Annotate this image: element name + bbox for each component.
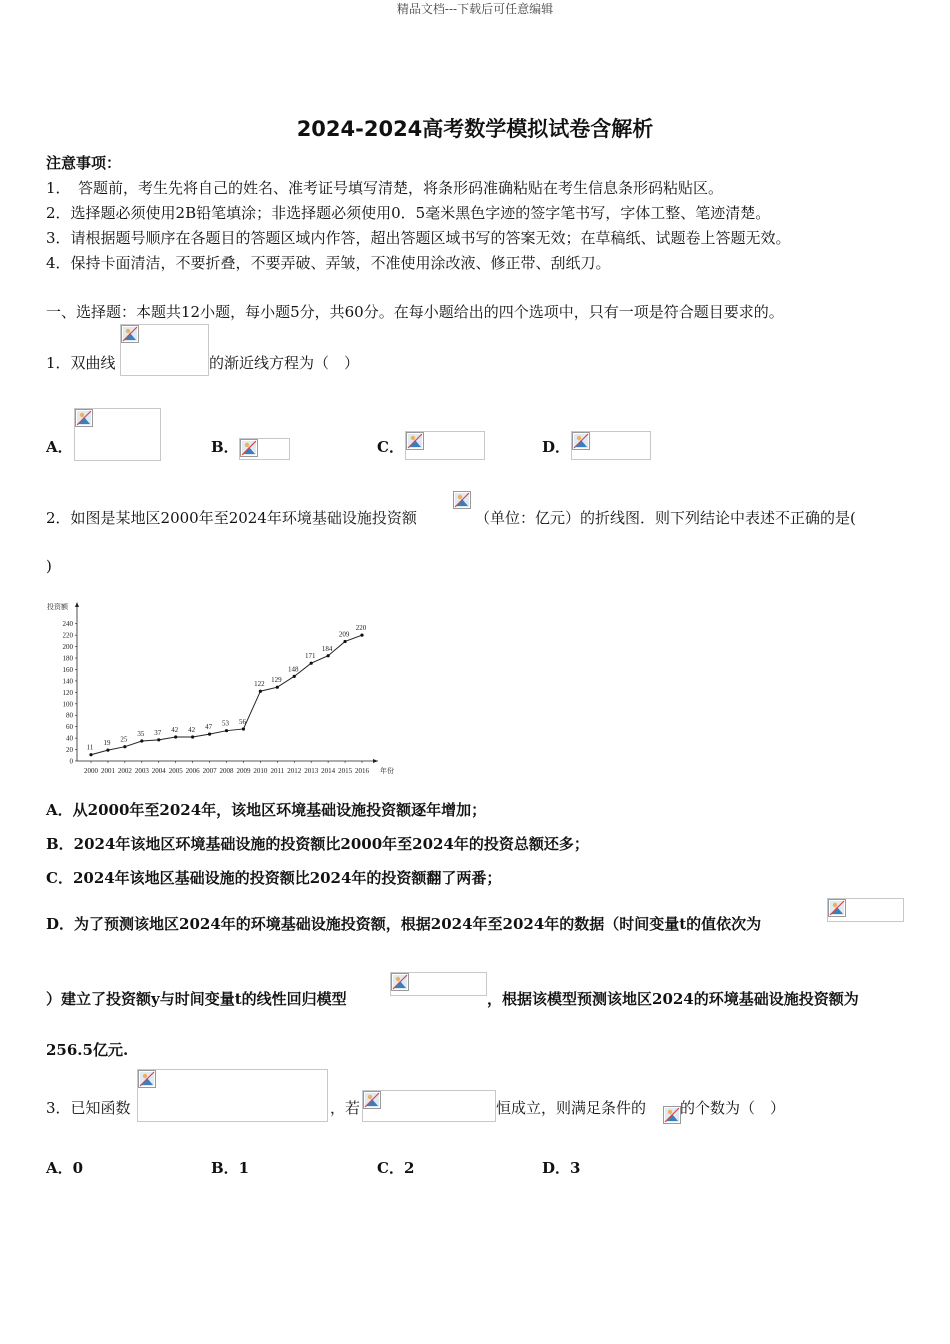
data-point (225, 729, 228, 732)
q3-option-b: B．1 (211, 1159, 250, 1177)
data-point (327, 654, 330, 657)
data-label: 53 (222, 719, 229, 728)
broken-image-icon (391, 973, 409, 991)
time-values-image (827, 898, 904, 922)
x-tick-label: 2004 (151, 767, 166, 775)
regression-model-image (390, 972, 487, 996)
option-a-image (74, 408, 161, 461)
data-point (343, 640, 346, 643)
q3-option-c: C．2 (377, 1159, 415, 1177)
x-tick-label: 2006 (185, 767, 200, 775)
y-axis-arrow (75, 602, 79, 607)
q2-option-d-line2-suffix: ，根据该模型预测该地区2024的环境基础设施投资额为 (487, 990, 859, 1008)
q1-option-c: C． (377, 438, 404, 456)
notice-item: 1． 答题前，考生先将自己的姓名、准考证号填写清楚，将条形码准确粘贴在考生信息条形码粘贴区。 (46, 179, 724, 197)
data-point (157, 738, 160, 741)
data-label: 25 (120, 735, 128, 744)
data-point (310, 662, 313, 665)
data-point (360, 634, 363, 637)
data-label: 56 (238, 717, 246, 726)
q1-option-d: D． (542, 438, 571, 456)
q3-option-d: D．3 (542, 1159, 581, 1177)
y-tick-label: 80 (66, 711, 73, 720)
y-tick-label: 40 (66, 734, 73, 743)
investment-line-chart (45, 598, 400, 780)
y-tick-label: 120 (62, 688, 73, 697)
q3-suffix2: 的个数为（ ） (680, 1099, 786, 1117)
data-label: 37 (154, 728, 162, 737)
data-point (140, 739, 143, 742)
q1-suffix: 的渐近线方程为（ ） (209, 354, 360, 372)
notice-item: 2．选择题必须使用2B铅笔填涂；非选择题必须使用0．5毫米黑色字迹的签字笔书写，字体工整、笔迹清楚。 (46, 204, 771, 222)
x-tick-label: 2014 (321, 767, 336, 775)
section-heading: 一、选择题：本题共12小题，每小题5分，共60分。在每小题给出的四个选项中，只有一项是符合题目要求的。 (46, 303, 784, 321)
x-tick-label: 2001 (100, 767, 115, 775)
data-label: 171 (304, 652, 316, 661)
broken-image-icon (121, 325, 139, 343)
page-title: 2024-2024高考数学模拟试卷含解析 (296, 117, 654, 141)
data-label: 129 (271, 676, 282, 685)
q2-prefix: 2．如图是某地区2000年至2024年环境基础设施投资额 (46, 509, 417, 527)
data-label: 209 (338, 630, 350, 639)
variable-image (663, 1106, 679, 1122)
data-label: 47 (205, 723, 213, 732)
q2-option-a: A．从2000年至2024年，该地区环境基础设施投资额逐年增加； (46, 801, 487, 819)
data-point (191, 735, 194, 738)
q2-option-d: D．为了预测该地区2024年的环境基础设施投资额，根据2024年至2024年的数据（时间变量t的值依次为 (46, 915, 762, 933)
x-tick-label: 2013 (304, 767, 319, 775)
q1-option-a: A． (46, 438, 73, 456)
broken-image-icon (453, 491, 471, 509)
x-tick-label: 2005 (168, 767, 183, 775)
y-tick-label: 240 (62, 620, 73, 629)
data-label: 148 (288, 665, 299, 674)
y-axis-label: 投资额 (47, 603, 68, 611)
x-tick-label: 2003 (134, 767, 149, 775)
q3-mid: ，若 (330, 1099, 361, 1117)
q2-option-c: C．2024年该地区基础设施的投资额比2024年的投资额翻了两番； (46, 869, 502, 887)
data-point (174, 735, 177, 738)
notice-heading: 注意事项： (46, 154, 122, 172)
option-d-image (571, 431, 651, 460)
x-tick-label: 2002 (117, 767, 132, 775)
y-tick-label: 60 (66, 723, 73, 732)
notice-item: 4．保持卡面清洁，不要折叠，不要弄破、弄皱，不准使用涂改液、修正带、刮纸刀。 (46, 254, 611, 272)
q1-option-b: B． (211, 438, 239, 456)
x-tick-label: 2007 (202, 767, 217, 775)
y-tick-label: 20 (66, 746, 73, 755)
x-tick-label: 2011 (270, 767, 285, 775)
variable-image (453, 491, 470, 509)
x-axis-arrow (373, 759, 378, 763)
option-c-image (405, 431, 485, 460)
y-tick-label: 140 (62, 677, 73, 686)
notice-item: 3．请根据题号顺序在各题目的答题区域内作答，超出答题区域书写的答案无效；在草稿纸、试题卷上答题无效。 (46, 229, 791, 247)
broken-image-icon (75, 409, 93, 427)
broken-image-icon (240, 439, 258, 457)
data-label: 35 (137, 729, 145, 738)
formula-image (120, 324, 209, 376)
data-point (242, 727, 245, 730)
broken-image-icon (828, 899, 846, 917)
y-tick-label: 180 (62, 654, 73, 663)
data-point (89, 753, 92, 756)
x-tick-label: 2000 (84, 767, 98, 775)
condition-image (362, 1090, 496, 1122)
y-tick-label: 100 (62, 700, 73, 709)
data-label: 220 (355, 624, 367, 633)
data-label: 19 (103, 739, 111, 748)
function-image (137, 1069, 328, 1122)
q2-close: ) (46, 557, 52, 575)
data-point (106, 749, 109, 752)
data-label: 184 (321, 644, 333, 653)
data-point (293, 675, 296, 678)
broken-image-icon (363, 1091, 381, 1109)
y-tick-label: 0 (69, 757, 73, 766)
data-label: 11 (86, 743, 94, 752)
data-point (208, 733, 211, 736)
data-label: 122 (254, 680, 265, 689)
data-label: 42 (171, 725, 179, 734)
q2-option-d-line2: ）建立了投资额y与时间变量t的线性回归模型 (46, 990, 347, 1008)
data-label: 42 (188, 725, 196, 734)
data-point (259, 690, 262, 693)
x-tick-label: 2015 (338, 767, 353, 775)
y-tick-label: 220 (62, 631, 73, 640)
q3-option-a: A．0 (46, 1159, 84, 1177)
x-tick-label: 2009 (236, 767, 251, 775)
q2-option-d-line3: 256.5亿元. (46, 1041, 129, 1059)
broken-image-icon (138, 1070, 156, 1088)
y-tick-label: 200 (62, 643, 73, 652)
q2-option-b: B．2024年该地区环境基础设施的投资额比2000年至2024年的投资总额还多； (46, 835, 589, 853)
broken-image-icon (663, 1106, 681, 1124)
x-tick-label: 2012 (287, 767, 302, 775)
q3-prefix: 3．已知函数 (46, 1099, 131, 1117)
q1-prefix: 1．双曲线 (46, 354, 116, 372)
series-line (91, 635, 362, 755)
y-tick-label: 160 (62, 665, 73, 674)
data-point (123, 745, 126, 748)
x-tick-label: 2016 (355, 767, 369, 775)
option-b-image (239, 438, 290, 460)
q2-suffix: （单位：亿元）的折线图．则下列结论中表述不正确的是( (475, 509, 856, 527)
broken-image-icon (406, 432, 424, 450)
q3-suffix1: 恒成立，则满足条件的 (496, 1099, 647, 1117)
x-tick-label: 2008 (219, 767, 234, 775)
x-tick-label: 2010 (253, 767, 268, 775)
page-header: 精品文档---下载后可任意编辑 (396, 2, 554, 16)
data-point (276, 686, 279, 689)
x-axis-label: 年份 (380, 767, 394, 775)
broken-image-icon (572, 432, 590, 450)
